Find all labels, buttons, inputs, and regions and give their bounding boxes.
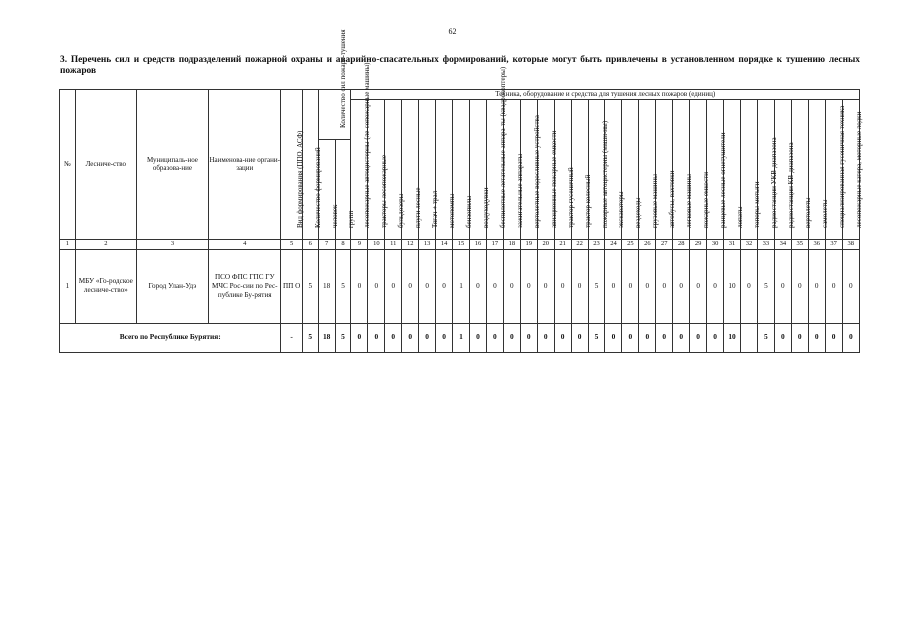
header-equipment-13: трактор гусеничный [554,99,571,239]
total-value: 0 [436,323,453,352]
column-number: 27 [656,239,673,249]
column-number: 36 [808,239,825,249]
header-groups: групп [335,139,351,239]
header-org-name: Наименова-ние органи-зации [209,90,281,240]
header-equipment-29: специализированная гусеничная техника [825,99,842,239]
column-number: 20 [537,239,554,249]
row-value: 0 [808,249,825,323]
row-formation-type: ПП О [281,249,302,323]
total-value: 0 [639,323,656,352]
header-equipment-11: вертолетные водосливные устройства [520,99,537,239]
header-equipment-23: лопаты [724,99,741,239]
row-value: 0 [554,249,571,323]
row-value: 0 [368,249,385,323]
column-number: 32 [740,239,757,249]
column-number: 10 [368,239,385,249]
total-value: 0 [842,323,859,352]
row-value: 0 [605,249,622,323]
total-value: 10 [724,323,741,352]
row-value: 0 [842,249,859,323]
total-value: 0 [690,323,707,352]
column-number: 35 [791,239,808,249]
total-value: 0 [537,323,554,352]
row-value: 5 [588,249,605,323]
header-equipment-25: радиостанции УКВ-диапазона [757,99,774,239]
column-number: 23 [588,239,605,249]
row-value: 0 [656,249,673,323]
header-equipment-17: вездеходы [622,99,639,239]
row-value: 0 [486,249,503,323]
header-equipment-28: самолеты [808,99,825,239]
column-number: 4 [209,239,281,249]
section-title: 3. Перечень сил и средств подразделений пожарной охраны и аварийно-спасательных формирований, которые могут быть привлечены в установленном порядке к тушению лесных пожаров [60,55,860,76]
row-value: 0 [740,249,757,323]
header-equipment-30: лесопожарные катера, моторные лодки [842,99,859,239]
column-number: 16 [469,239,486,249]
column-number: 24 [605,239,622,249]
column-number: 21 [554,239,571,249]
column-number: 19 [520,239,537,249]
column-number: 30 [707,239,724,249]
total-value: 5 [335,323,351,352]
total-value [740,323,757,352]
header-equipment-3: бульдозеры [385,99,402,239]
row-value: 0 [673,249,690,323]
header-equipment-6: мотопомпы [436,99,453,239]
header-equipment-22: ранцевые лесные огнетушители [707,99,724,239]
total-value: 0 [351,323,368,352]
total-value: 0 [825,323,842,352]
header-equipment-4: плуги лесные [402,99,419,239]
total-value: 0 [808,323,825,352]
header-equipment-27: вертолеты [791,99,808,239]
header-equipment-15: пожарные автоцистерны (маши-ны) [588,99,605,239]
column-number: 14 [436,239,453,249]
header-equipment-8: воздуходувки [469,99,486,239]
row-value: 0 [503,249,520,323]
header-formation-type: Вид формирования (ППО, АСФ) [281,90,302,240]
column-number: 18 [503,239,520,249]
row-value: 0 [385,249,402,323]
row-value: 10 [724,249,741,323]
header-no: № [60,90,76,240]
row-value: 0 [791,249,808,323]
row-value: 0 [825,249,842,323]
header-equipment-5: Тягач + трал [419,99,436,239]
total-value: 0 [402,323,419,352]
column-number: 12 [402,239,419,249]
column-number: 13 [419,239,436,249]
row-org-name: ПСО ФПС ГПС ГУ МЧС Рос-сии по Рес-публике Бу-рятия [209,249,281,323]
row-value: 18 [318,249,335,323]
total-value: 0 [503,323,520,352]
total-value: 5 [757,323,774,352]
row-value: 0 [402,249,419,323]
column-number: 33 [757,239,774,249]
total-value: 0 [368,323,385,352]
row-forestry: МБУ «Го-родское лесниче-ство» [75,249,136,323]
total-value: 5 [588,323,605,352]
header-equipment-26: радиостанции КВ-диапазона [774,99,791,239]
header-equipment-1: лесопожарные автоцистерны (ле-сопожарные машины) [351,99,368,239]
total-value: 0 [605,323,622,352]
column-number: 11 [385,239,402,249]
column-number: 25 [622,239,639,249]
column-number: 22 [571,239,588,249]
header-people: человек [318,139,335,239]
column-number: 28 [673,239,690,249]
row-value: 0 [520,249,537,323]
header-equipment-21: пожарные емкости [690,99,707,239]
header-equipment-9: беспилотные летательные аппара-ты (квадрокоптеры) [486,99,503,239]
column-number: 38 [842,239,859,249]
total-value: 0 [707,323,724,352]
row-value: 5 [757,249,774,323]
column-number: 3 [136,239,208,249]
header-equipment-24: топоры-мотыги [740,99,757,239]
total-label: Всего по Республике Бурятия: [60,323,281,352]
header-equipment-19: автобусы, вахтовки [656,99,673,239]
total-value: 0 [774,323,791,352]
column-number: 34 [774,239,791,249]
header-formation-count: Количество формирований [302,90,318,240]
row-value: 0 [537,249,554,323]
total-value: 0 [486,323,503,352]
row-no: 1 [60,249,76,323]
column-number: 2 [75,239,136,249]
column-number: 1 [60,239,76,249]
header-forces-group: Количество сил пожаро-тушения [318,90,351,140]
total-value: 18 [318,323,335,352]
column-number: 26 [639,239,656,249]
total-formation-type: - [281,323,302,352]
row-value: 0 [774,249,791,323]
row-value: 0 [707,249,724,323]
row-value: 5 [302,249,318,323]
column-number: 6 [302,239,318,249]
total-value: 0 [385,323,402,352]
column-number: 8 [335,239,351,249]
column-number: 29 [690,239,707,249]
header-equipment-10: зажигательные аппараты [503,99,520,239]
header-equipment-group: Техника, оборудование и средства для тушения лесных пожаров (единиц) [351,90,860,100]
row-value: 0 [571,249,588,323]
row-value: 1 [453,249,470,323]
page-number: 62 [448,27,457,36]
row-value: 0 [351,249,368,323]
total-value: 5 [302,323,318,352]
total-value: 0 [622,323,639,352]
total-value: 0 [571,323,588,352]
total-value: 0 [469,323,486,352]
header-equipment-16: экскаваторы [605,99,622,239]
total-value: 0 [791,323,808,352]
column-number: 15 [453,239,470,249]
header-equipment-14: трактор колесный [571,99,588,239]
row-value: 0 [639,249,656,323]
column-number: 7 [318,239,335,249]
column-number: 17 [486,239,503,249]
header-equipment-18: грузовые машины [639,99,656,239]
column-number: 9 [351,239,368,249]
header-equipment-12: авиационные пожарные емкости [537,99,554,239]
header-forestry: Лесниче-ство [75,90,136,240]
column-number: 37 [825,239,842,249]
header-equipment-2: тракторы лесопожарные [368,99,385,239]
row-value: 0 [690,249,707,323]
row-value: 0 [419,249,436,323]
total-value: 0 [554,323,571,352]
row-value: 5 [335,249,351,323]
header-equipment-20: легковые машины [673,99,690,239]
row-value: 0 [436,249,453,323]
total-value: 0 [419,323,436,352]
header-equipment-7: бензопилы [453,99,470,239]
total-value: 0 [673,323,690,352]
row-value: 0 [469,249,486,323]
total-value: 1 [453,323,470,352]
header-municipality: Муниципаль-ное образова-ние [136,90,208,240]
column-number: 31 [724,239,741,249]
column-number: 5 [281,239,302,249]
row-municipality: Город Улан-Удэ [136,249,208,323]
total-value: 0 [656,323,673,352]
total-value: 0 [520,323,537,352]
row-value: 0 [622,249,639,323]
